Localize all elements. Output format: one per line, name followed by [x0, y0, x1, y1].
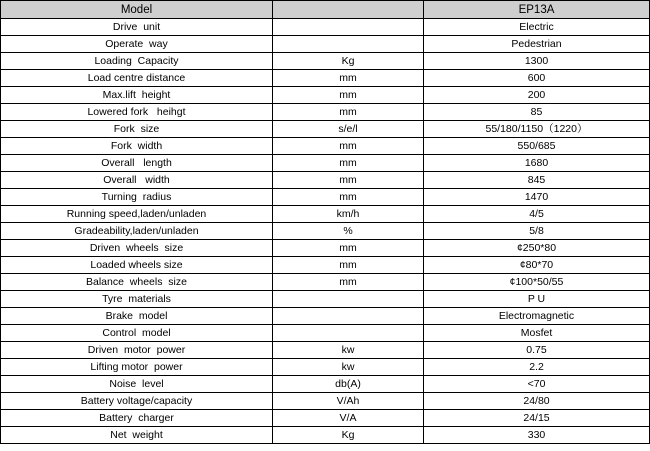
row-unit: %	[273, 223, 424, 240]
table-row	[1, 138, 650, 155]
row-label: Loaded wheels size	[1, 257, 273, 274]
row-value: 4/5	[424, 206, 650, 223]
spec-body	[1, 19, 650, 444]
table-row	[1, 155, 650, 172]
row-label: Lowered fork heihgt	[1, 104, 273, 121]
row-unit: mm	[273, 155, 424, 172]
row-value: 5/8	[424, 223, 650, 240]
row-value: 550/685	[424, 138, 650, 155]
row-unit: mm	[273, 240, 424, 257]
row-label: Fork width	[1, 138, 273, 155]
row-label: Operate way	[1, 36, 273, 53]
table-row	[1, 376, 650, 393]
row-value: 1470	[424, 189, 650, 206]
row-value: 330	[424, 427, 650, 444]
header-model: Model	[1, 1, 273, 19]
row-unit: mm	[273, 138, 424, 155]
table-row	[1, 70, 650, 87]
row-unit: mm	[273, 104, 424, 121]
row-label: Net weight	[1, 427, 273, 444]
table-row	[1, 359, 650, 376]
row-label: Battery charger	[1, 410, 273, 427]
row-label: Fork size	[1, 121, 273, 138]
table-row	[1, 189, 650, 206]
row-value: 0.75	[424, 342, 650, 359]
row-value: 1300	[424, 53, 650, 70]
row-value: 24/80	[424, 393, 650, 410]
table-row	[1, 257, 650, 274]
row-value: 55/180/1150（1220）	[424, 121, 650, 138]
row-value: <70	[424, 376, 650, 393]
row-label: Loading Capacity	[1, 53, 273, 70]
row-unit: kw	[273, 342, 424, 359]
row-label: Battery voltage/capacity	[1, 393, 273, 410]
row-value: 2.2	[424, 359, 650, 376]
table-row	[1, 121, 650, 138]
table-row	[1, 53, 650, 70]
row-value: P U	[424, 291, 650, 308]
table-row	[1, 410, 650, 427]
row-unit: km/h	[273, 206, 424, 223]
row-label: Overall width	[1, 172, 273, 189]
table-row	[1, 206, 650, 223]
row-unit	[273, 291, 424, 308]
row-value: 845	[424, 172, 650, 189]
header-value: EP13A	[424, 1, 650, 19]
table-row	[1, 274, 650, 291]
row-label: Turning radius	[1, 189, 273, 206]
row-value: 85	[424, 104, 650, 121]
table-row	[1, 223, 650, 240]
row-unit	[273, 36, 424, 53]
row-unit: V/A	[273, 410, 424, 427]
table-row	[1, 308, 650, 325]
table-row	[1, 104, 650, 121]
row-label: Driven motor power	[1, 342, 273, 359]
row-unit: Kg	[273, 53, 424, 70]
row-label: Tyre materials	[1, 291, 273, 308]
row-unit	[273, 308, 424, 325]
row-label: Lifting motor power	[1, 359, 273, 376]
row-label: Driven wheels size	[1, 240, 273, 257]
table-row	[1, 291, 650, 308]
row-unit: s/e/l	[273, 121, 424, 138]
row-value: 600	[424, 70, 650, 87]
row-label: Overall length	[1, 155, 273, 172]
row-unit: Kg	[273, 427, 424, 444]
row-unit: mm	[273, 189, 424, 206]
table-row	[1, 325, 650, 342]
row-unit	[273, 19, 424, 36]
table-row	[1, 87, 650, 104]
row-unit	[273, 325, 424, 342]
row-value: Mosfet	[424, 325, 650, 342]
row-value: Pedestrian	[424, 36, 650, 53]
header-unit	[273, 1, 424, 19]
row-unit: V/Ah	[273, 393, 424, 410]
row-label: Noise level	[1, 376, 273, 393]
row-value: ¢80*70	[424, 257, 650, 274]
table-row	[1, 342, 650, 359]
row-value: 200	[424, 87, 650, 104]
row-value: ¢100*50/55	[424, 274, 650, 291]
row-label: Running speed,laden/unladen	[1, 206, 273, 223]
row-label: Control model	[1, 325, 273, 342]
row-value: ¢250*80	[424, 240, 650, 257]
row-unit: mm	[273, 172, 424, 189]
table-row	[1, 19, 650, 36]
table-row	[1, 240, 650, 257]
row-label: Drive unit	[1, 19, 273, 36]
row-unit: db(A)	[273, 376, 424, 393]
row-label: Balance wheels size	[1, 274, 273, 291]
row-label: Max.lift height	[1, 87, 273, 104]
row-unit: mm	[273, 274, 424, 291]
row-unit: mm	[273, 87, 424, 104]
row-value: 1680	[424, 155, 650, 172]
row-label: Brake model	[1, 308, 273, 325]
table-row	[1, 172, 650, 189]
table-row	[1, 393, 650, 410]
table-row	[1, 36, 650, 53]
row-unit: kw	[273, 359, 424, 376]
row-value: 24/15	[424, 410, 650, 427]
row-unit: mm	[273, 70, 424, 87]
row-unit: mm	[273, 257, 424, 274]
row-label: Gradeability,laden/unladen	[1, 223, 273, 240]
row-label: Load centre distance	[1, 70, 273, 87]
header-row	[1, 1, 650, 19]
table-row	[1, 427, 650, 444]
row-value: Electromagnetic	[424, 308, 650, 325]
row-value: Electric	[424, 19, 650, 36]
